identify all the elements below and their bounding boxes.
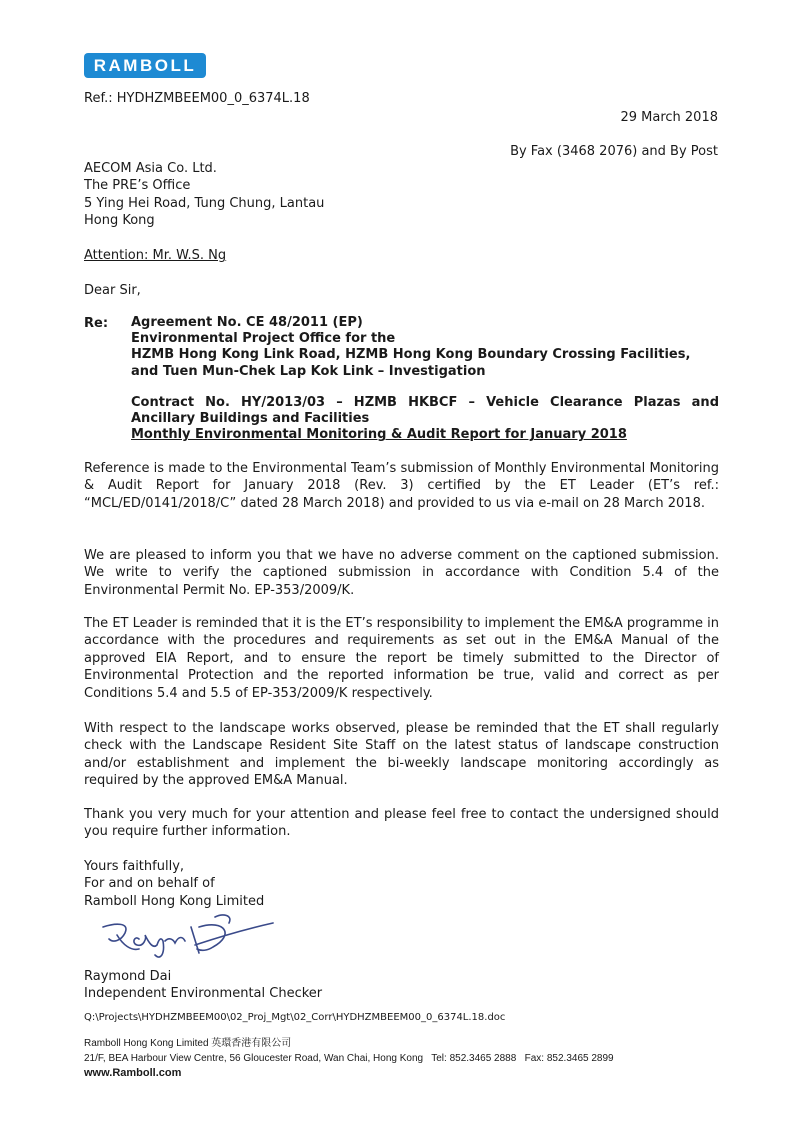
closing-line: For and on behalf of [84,876,215,892]
closing-line: Yours faithfully, [84,859,185,874]
body-paragraph-reminder: The ET Leader is reminded that it is the ET’s responsibility to implement the EM&A programme in accordance with the procedures and requirements as set out in the EM&A Manual of the approved EIA Report, and to ensure the report be timely submitted to the Director of Environmental Protection and the reported information be true, valid and correct as per Conditions 5.4 and 5.5 of EP-353/2009/K respectively. [84,616,719,701]
address-line: The PRE’s Office [84,178,191,194]
footer-company: Ramboll Hong Kong Limited 英環香港有限公司 [84,1038,292,1049]
address-line: Hong Kong [84,213,155,229]
handwritten-signature [95,905,285,960]
signatory-name: Raymond Dai [84,969,172,984]
signatory-block [84,968,322,1003]
subject-block-contract [131,395,719,444]
subject-line: Agreement No. CE 48/2011 (EP) [131,315,363,330]
subject-block-agreement [131,315,719,380]
recipient-address [84,160,324,230]
address-line: AECOM Asia Co. Ltd. [84,161,217,176]
body-paragraph-landscape: With respect to the landscape works observed, please be reminded that the ET shall regularly check with the Landscape Resident Site Staff on the latest status of landscape construction and/or establishment and implement the bi-weekly landscape monitoring accordingly as required by the approved EM&A Manual. [84,721,719,789]
salutation: Dear Sir, [84,283,141,298]
re-label: Re: [84,316,109,331]
letter-date: 29 March 2018 [620,110,718,125]
footer-website[interactable]: www.Ramboll.com [84,1067,182,1079]
letterhead-footer [84,1036,614,1081]
subject-line: Ancillary Buildings and Facilities [131,411,370,427]
subject-line: HZMB Hong Kong Link Road, HZMB Hong Kong Boundary Crossing Facilities, [131,347,691,363]
body-paragraph-thanks: Thank you very much for your attention and please feel free to contact the undersigned should you require further information. [84,807,719,840]
address-line: 5 Ying Hei Road, Tung Chung, Lantau [84,195,325,211]
body-paragraph-reference: Reference is made to the Environmental Team’s submission of Monthly Environmental Monitoring & Audit Report for January 2018 (Rev. 3) certified by the ET Leader (ET’s ref.: “MCL/ED/0141/2018/C” dated 28 March 2018) and provided to us via e-mail on 28 March 2018. [84,461,719,511]
signatory-title: Independent Environmental Checker [84,986,323,1002]
attention-line: Attention: Mr. W.S. Ng [84,248,227,263]
ramboll-logo: RAMBOLL [84,53,206,78]
subject-report-title: Monthly Environmental Monitoring & Audit Report for January 2018 [131,427,627,443]
delivery-method: By Fax (3468 2076) and By Post [510,144,718,159]
closing-block [84,858,264,910]
closing-line: Ramboll Hong Kong Limited [84,893,265,909]
subject-line: Contract No. HY/2013/03 – HZMB HKBCF – Vehicle Clearance Plazas and [131,395,719,410]
file-path: Q:\Projects\HYDHZMBEEM00\02_Proj_Mgt\02_Corr\HYDHZMBEEM00_0_6374L.18.doc [84,1012,506,1023]
footer-address: 21/F, BEA Harbour View Centre, 56 Gloucester Road, Wan Chai, Hong Kong Tel: 852.3465 2888 Fax: 852.3465 2899 [84,1053,614,1064]
subject-line: Environmental Project Office for the [131,331,396,347]
reference-number: Ref.: HYDHZMBEEM00_0_6374L.18 [84,91,310,106]
subject-line: and Tuen Mun-Chek Lap Kok Link – Investigation [131,363,486,379]
body-paragraph-no-comment: We are pleased to inform you that we have no adverse comment on the captioned submission. We write to verify the captioned submission in accordance with Condition 5.4 of the Environmental Permit No. EP-353/2009/K. [84,548,719,598]
